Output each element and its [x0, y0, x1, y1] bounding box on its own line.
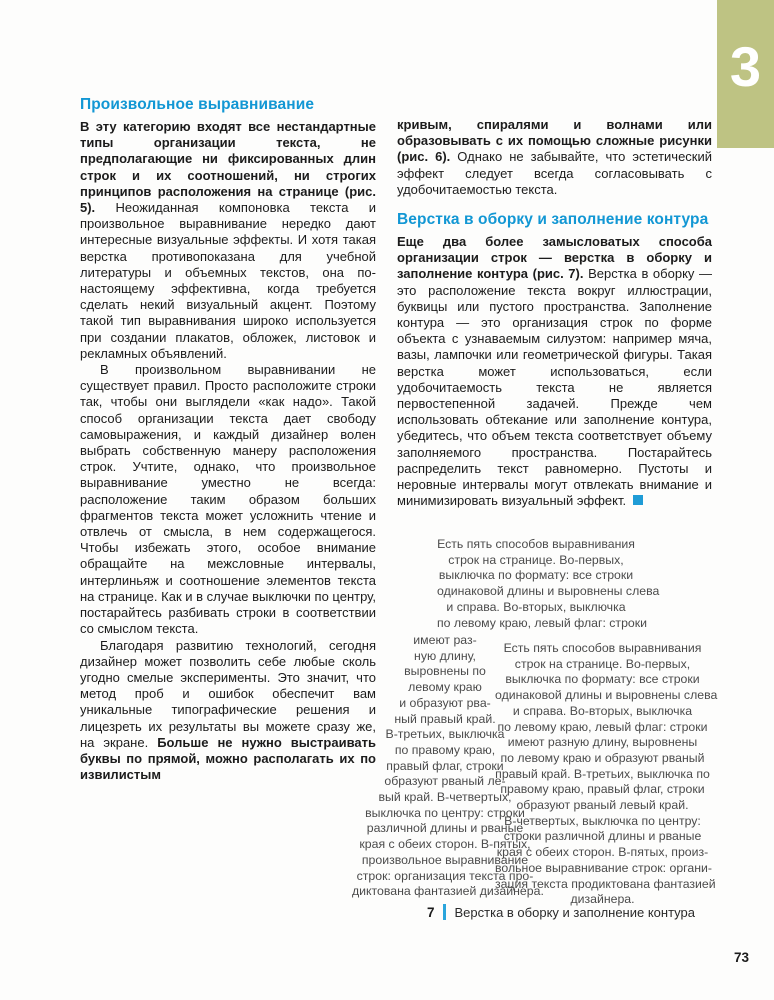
paragraph-body: Верстка в оборку — это расположение текста вокруг иллюстрации, буквицы или пустого пространства. Заполнение контура — это организация строк по форме объекта с узнаваемым силуэтом: например мяча, вазы, лампочки или геометрической фигуры. Такая верстка может использоваться, если удобочитаемость текста не является первостепенной задачей. Прежде чем использовать обтекание или заполнение контура, убедитесь, что объем текста соответствует объему заполняемого пространства. Постарайтесь распределить текст равномерно. Пустоты и неровные интервалы могут отвлекать внимание и минимизировать визуальный эффект.: [397, 266, 712, 509]
figure-text-line: края с обеих сторон. В-пятых,: [359, 837, 531, 852]
paragraph-lead-bold: В эту категорию входят все нестандартные типы организации текста, не предполагающие ни фиксированных длин строк и их соотношений, ни строгих принципов расположения на странице (рис. 5).: [80, 119, 376, 216]
figure-text-line: по левому краю, левый флаг: строки: [497, 719, 708, 734]
paragraph-no-rules: В произвольном выравнивании не существует правил. Просто расположите строки так, чтобы они выглядели «как надо». Такой способ организации текста дает свободу самовыражения, и каждый дизайнер волен выбрать собственную манеру расположения строк. Учтите, однако, что произвольное выравнивание уместно не всегда: расположение таким образом больших фрагментов текста может усложнить чтение и отвлечь от смысла, в нем содержащегося. Чтобы избежать этого, особое внимание обращайте на межсловные интервалы, интерлиньяж и соотношение элементов текста на странице. Как и в случае выключки по центру, постарайтесь разбивать строки в соответствии со смыслом текста.: [80, 362, 376, 637]
paragraph-tail-bold: Больше не нужно выстраивать буквы по прямой, можно располагать их по извилистым: [80, 734, 376, 783]
right-column: [397, 96, 712, 509]
figure-caption: [427, 904, 695, 920]
figure-text-line: строк: организация текста про-: [356, 868, 534, 883]
figure-text-line: имеют раз-: [413, 633, 477, 647]
figure-text-line: строк на странице. Во-первых,: [514, 656, 691, 671]
figure-text-line: правый флаг, строки: [386, 758, 504, 773]
chapter-tab: [717, 0, 774, 148]
figure-text-line: строки различной длины и рваные: [503, 829, 702, 844]
paragraph-runaround: [397, 234, 712, 509]
paragraph-body: Однако не забывайте, что эстетический эффект следует всегда согласовывать с удобочитаемостью текста.: [397, 149, 713, 197]
figure-text-line: левому краю: [408, 680, 482, 695]
paragraph-technology: [80, 638, 376, 784]
figure-text-line: диктована фантазией дизайнера.: [352, 884, 544, 899]
figure-text-line: зация текста продиктована фантазией: [495, 876, 716, 891]
figure-text-line: вольное выравнивание строк: органи-: [495, 860, 712, 875]
figure-text-line: по левому краю, левый флаг: строки: [437, 615, 647, 630]
paragraph-lead-bold: кривым, спиралями и волнами или образовывать с их помощью сложные рисунки (рис. 6).: [397, 117, 712, 165]
figure-text-line: Есть пять способов выравнивания: [437, 537, 635, 551]
section-heading-free-alignment: Произвольное выравнивание: [80, 96, 315, 113]
end-of-section-square-icon: [633, 495, 643, 505]
figure-text-line: строк на странице. Во-первых,: [448, 552, 624, 567]
figure-text-line: выключка по формату: все строки: [505, 672, 700, 687]
figure-text-line: дизайнера.: [570, 892, 635, 907]
figure-text-line: различной длины и рваные: [366, 821, 524, 836]
figure-text-line: выключка по центру: строки: [365, 805, 525, 820]
figure-text-line: выровнены по: [404, 664, 486, 679]
figure-text-line: одинаковой длины и выровнены слева: [437, 584, 660, 599]
figure-text-line: и справа. Во-вторых, выключка: [512, 703, 693, 718]
figure-text-line: образуют рваный левый край.: [516, 798, 689, 813]
chapter-number: 3: [729, 35, 762, 98]
figure-text-line: и справа. Во-вторых, выключка: [446, 599, 626, 614]
caption-divider-bar: [443, 904, 446, 920]
figure-text-line: правый край. В-третьих, выключка по: [495, 766, 710, 781]
section-heading-runaround: Верстка в оборку и заполнение контура: [397, 211, 709, 229]
figure-text-line: по правому краю,: [394, 742, 496, 757]
figure-text-line: произвольное выравнивание: [361, 852, 529, 867]
figure-text-line: края с обеих сторон. В-пятых, произ-: [496, 845, 709, 860]
figure-text-line: правому краю, правый флаг, строки: [500, 782, 705, 797]
figure-number: 7: [427, 904, 435, 920]
figure-caption-text: Верстка в оборку и заполнение контура: [454, 904, 695, 920]
paragraph-free-alignment-intro: [80, 119, 376, 362]
page-number: 73: [734, 950, 750, 965]
figure-text-line: ную длину,: [414, 648, 476, 663]
figure-text-line: по левому краю и образуют рваный: [500, 750, 705, 765]
figure-text-line: вый край. В-четвертых,: [378, 790, 512, 805]
figure-contour-text-top: [437, 537, 660, 631]
figure-text-line: В-четвертых, выключка по центру:: [504, 813, 701, 828]
figure-text-line: имеют разную длину, выровнены: [507, 735, 698, 750]
left-column: [80, 96, 376, 783]
figure-contour-text-right: [495, 641, 718, 908]
figure-text-line: образуют рваный ле-: [384, 774, 506, 789]
paragraph-body: Неожиданная компоновка текста и произвольное выравнивание нередко дают интересные визуальные эффекты. И хотя такая верстка противопоказана для учебной литературы и объемных текстов, она по-настоящему эффективна, когда требуется сделать некий визуальный акцент. Поэтому такой тип выравнивания широко используется при создании плакатов, обложек, листовок и рекламных объявлений.: [80, 200, 376, 361]
paragraph-body: Благодаря развитию технологий, сегодня дизайнер может позволить себе любые сколь угодно смелые эксперименты. Это значит, что метод проб и ошибок обеспечит вам уникальные типографические решения и лицезреть их результаты вы можете сразу же, на экране.: [80, 637, 376, 750]
figure-text-line: В-третьих, выключка: [385, 727, 505, 742]
figure-text-line: и образуют рва-: [399, 695, 491, 710]
figure-text-line: Есть пять способов выравнивания: [503, 641, 702, 655]
figure-text-line: одинаковой длины и выровнены слева: [495, 688, 718, 703]
figure-text-line: ный правый край.: [394, 711, 496, 726]
paragraph-curves-continued: [397, 117, 712, 198]
figure-text-line: выключка по формату: все строки: [438, 568, 634, 583]
paragraph-lead-bold: Еще два более замысловатых способа организации строк — верстка в оборку и заполнение контура (рис. 7).: [397, 234, 712, 282]
